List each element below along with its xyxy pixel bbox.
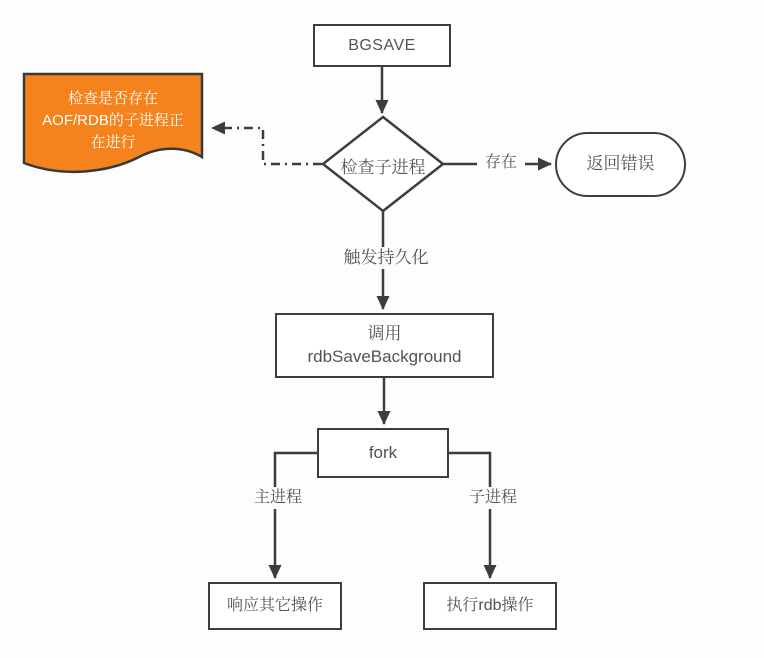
- node-bgsave: BGSAVE: [313, 24, 451, 67]
- node-return-error: 返回错误: [555, 132, 686, 197]
- edge-label-exists: 存在: [477, 152, 525, 174]
- node-execute-rdb: 执行rdb操作: [423, 582, 557, 630]
- node-decision-label: 检查子进程: [340, 158, 426, 177]
- note-text: [30, 88, 196, 153]
- note-line-3: 在进行: [90, 133, 136, 151]
- call-line-2: rdbSaveBackground: [307, 346, 462, 366]
- edge-label-child-process: 子进程: [462, 487, 524, 509]
- edge-decision-to-note: [212, 128, 322, 164]
- note-line-2: AOF/RDB的子进程正: [42, 111, 184, 129]
- node-fork: fork: [317, 428, 449, 478]
- node-call-rdbsavebackground: [275, 313, 494, 378]
- edge-fork-to-main: [275, 453, 317, 578]
- edge-fork-to-child: [449, 453, 490, 578]
- node-respond-other-ops: 响应其它操作: [208, 582, 342, 630]
- edge-label-trigger-persistence: 触发持久化: [338, 247, 434, 269]
- call-line-1: 调用: [367, 323, 402, 343]
- edge-label-main-process: 主进程: [247, 487, 309, 509]
- note-line-1: 检查是否存在: [67, 90, 158, 107]
